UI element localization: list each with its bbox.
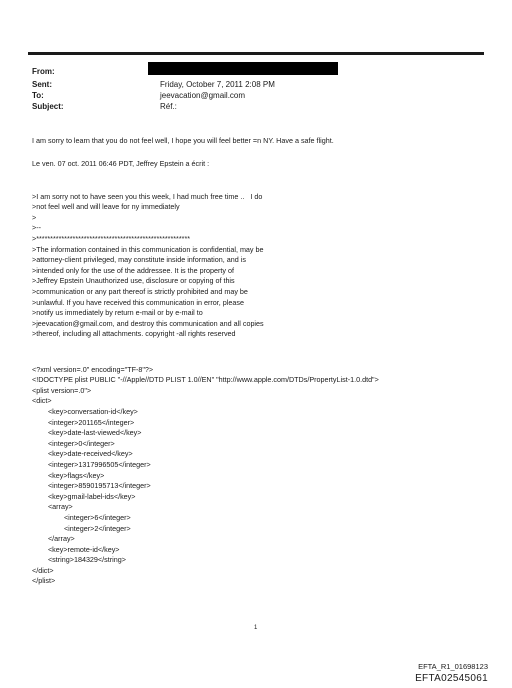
quote-intro: Le ven. 07 oct. 2011 06:46 PDT, Jeffrey Epstein a écrit : [32,159,210,168]
plist-line: <key>conversation-id</key> [32,406,138,416]
quoted-line: >I am sorry not to have seen you this week, I had much free time .. I do [32,191,263,201]
quoted-line: >-- [32,223,41,233]
from-label: From: [32,67,55,76]
page-number: 1 [254,625,258,631]
quoted-line: > [32,212,37,222]
quoted-line: >intended only for the use of the addressee. It is the property of [32,265,234,275]
plist-line: <plist version=.0"> [32,385,92,395]
quoted-line: >The information contained in this communication is confidential, may be [32,244,264,254]
to-value: jeevacation@gmail.com [160,91,246,100]
plist-block [32,354,379,598]
quoted-line: >attorney-client privileged, may constitute inside information, and is [32,255,246,265]
subject-label: Subject: [32,102,64,111]
subject-value: Réf.: [160,102,177,111]
plist-line: <!DOCTYPE plist PUBLIC "-//Apple//DTD PLIST 1.0//EN" "http://www.apple.com/DTDs/PropertyList-1.0.dtd"> [32,375,379,385]
quoted-line: >notify us immediately by return e-mail or by e-mail to [32,308,203,318]
plist-line: <integer>201165</integer> [32,417,135,427]
sent-label: Sent: [32,80,52,89]
plist-line: <integer>0</integer> [32,438,115,448]
document-reference-large: EFTA02545061 [415,673,488,684]
reply-text: I am sorry to learn that you do not feel well, I hope you will feel better =n NY. Have a safe flight. [32,136,334,145]
plist-line: <array> [32,502,73,512]
plist-line: <integer>2</integer> [32,523,131,533]
header-divider [28,52,484,55]
plist-line: </dict> [32,565,54,575]
quoted-line: >thereof, including all attachments. copyright -all rights reserved [32,329,236,339]
redaction-block [148,62,338,75]
plist-line: <?xml version=.0" encoding="TF-8"?> [32,364,154,374]
quoted-line: >******************************************************* [32,233,191,243]
document-reference-small: EFTA_R1_01698123 [418,662,488,671]
plist-line: <dict> [32,396,52,406]
quoted-line: >unlawful. If you have received this communication in error, please [32,297,244,307]
plist-line: <integer>8590195713</integer> [32,481,151,491]
quoted-line: >not feel well and will leave for ny immediately [32,202,180,212]
quoted-line: >communication or any part thereof is strictly prohibited and may be [32,286,248,296]
plist-line: <integer>1317996505</integer> [32,459,151,469]
plist-line: <key>remote-id</key> [32,544,120,554]
sent-value: Friday, October 7, 2011 2:08 PM [160,80,275,89]
plist-line: <integer>6</integer> [32,512,131,522]
plist-line: <key>date-last-viewed</key> [32,428,142,438]
plist-line: <key>date-received</key> [32,449,133,459]
quoted-message [32,181,264,351]
plist-line: <string>184329</string> [32,555,126,565]
to-label: To: [32,91,44,100]
plist-line: <key>gmail-label-ids</key> [32,491,136,501]
plist-line: </array> [32,534,75,544]
quoted-line: >Jeffrey Epstein Unauthorized use, disclosure or copying of this [32,276,235,286]
plist-line: </plist> [32,576,56,586]
plist-line: <key>flags</key> [32,470,105,480]
quoted-line: >jeevacation@gmail.com, and destroy this communication and all copies [32,318,264,328]
